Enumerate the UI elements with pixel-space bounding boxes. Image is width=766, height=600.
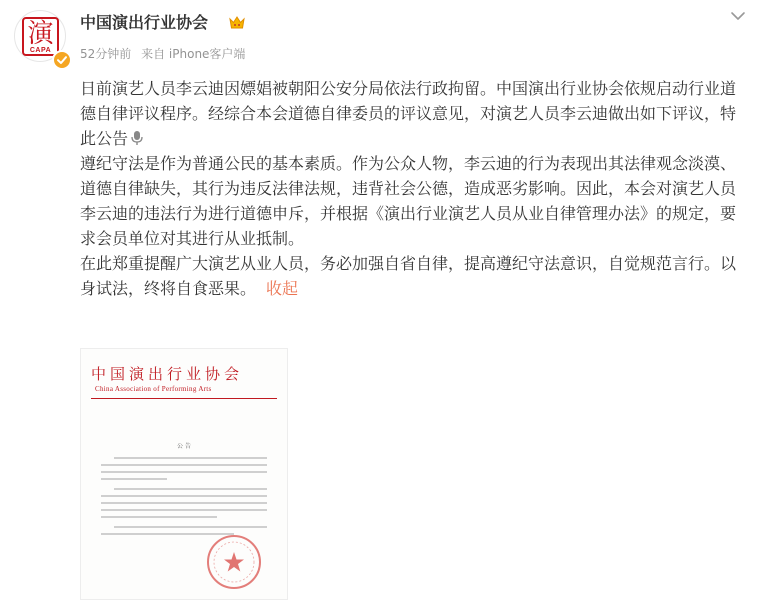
doc-body-text xyxy=(101,457,267,540)
post-content xyxy=(80,76,750,301)
avatar-logo xyxy=(22,17,59,56)
attachment-image[interactable] xyxy=(80,348,288,600)
avatar-logo-sub: CAPA xyxy=(29,47,52,54)
post-paragraph xyxy=(80,76,750,151)
post-source: 来自 iPhone客户端 xyxy=(141,47,246,61)
doc-notice-heading: 公 告 xyxy=(177,443,191,450)
post-meta xyxy=(80,45,251,63)
doc-org-name: 中国演出行业协会 xyxy=(91,365,244,383)
post-time[interactable]: 52分钟前 xyxy=(80,47,132,61)
doc-org-name-en: China Association of Performing Arts xyxy=(95,385,212,393)
avatar-logo-char: 演 xyxy=(27,19,54,49)
paragraph-text: 在此郑重提醒广大演艺从业人员，务必加强自省自律，提高遵纪守法意识，自觉规范言行。以身试法，终将自食恶果。 xyxy=(80,254,737,298)
official-seal-icon xyxy=(205,533,263,591)
chevron-down-icon[interactable] xyxy=(728,6,748,26)
collapse-link[interactable]: 收起 xyxy=(266,279,299,298)
author-name[interactable]: 中国演出行业协会 xyxy=(80,13,209,32)
post-paragraph: 遵纪守法是作为普通公民的基本素质。作为公众人物，李云迪的行为表现出其法律观念淡漠、道德自律缺失，其行为违反法律法规，违背社会公德，造成恶劣影响。因此，本会对演艺人员李云迪的违法行为进行道德申斥，并根据《演出行业演艺人员从业自律管理办法》的规定，要求会员单位对其进行从业抵制。 xyxy=(80,154,737,248)
post-paragraph xyxy=(80,251,750,301)
microphone-icon xyxy=(130,130,144,146)
vip-crown-icon[interactable] xyxy=(228,15,246,31)
paragraph-text: 日前演艺人员李云迪因嫖娼被朝阳公安分局依法行政拘留。中国演出行业协会依规启动行业道德自律评议程序。经综合本会道德自律委员的评议意见，对演艺人员李云迪做出如下评议，特此公告 xyxy=(80,79,737,148)
verified-badge-icon xyxy=(52,50,72,70)
doc-divider xyxy=(91,398,277,399)
